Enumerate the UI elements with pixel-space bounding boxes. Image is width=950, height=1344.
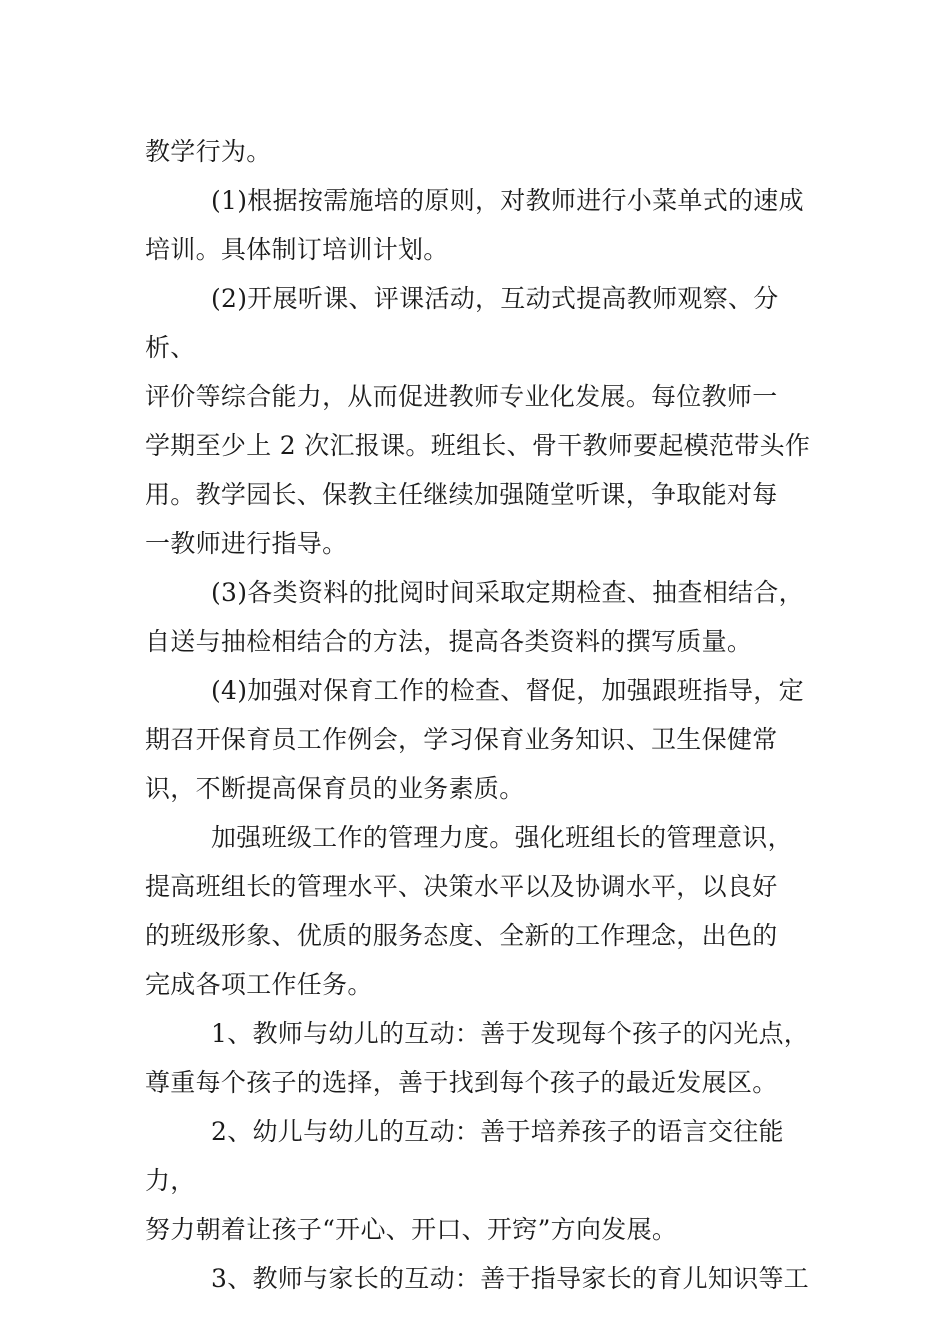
paragraph-interaction-2: 2、幼儿与幼儿的互动：善于培养孩子的语言交往能力， 努力朝着让孩子“开心、开口、开窍”方向发展。 [145,1117,784,1244]
document-body [145,127,815,1303]
paragraph-interaction-3: 3、教师与家长的互动：善于指导家长的育儿知识等工 [145,1264,810,1293]
paragraph-class-management: 加强班级工作的管理力度。强化班组长的管理意识， 提高班组长的管理水平、决策水平以及协调水平，以良好 的班级形象、优质的服务态度、全新的工作理念，出色的 完成各项工作任务。 [145,823,793,999]
paragraph-continuation: 教学行为。 [145,137,272,166]
paragraph-item-2: (2)开展听课、评课活动，互动式提高教师观察、分析、 评价等综合能力，从而促进教师专业化发展。每位教师一 学期至少上 2 次汇报课。班组长、骨干教师要起模范带头作 用。教学园长、保教主任继续加强随堂听课，争取能对每 一教师进行指导。 [145,284,811,558]
paragraph-interaction-1: 1、教师与幼儿的互动：善于发现每个孩子的闪光点， 尊重每个孩子的选择，善于找到每个孩子的最近发展区。 [145,1019,810,1097]
paragraph-item-1: (1)根据按需施培的原则，对教师进行小菜单式的速成 培训。具体制订培训计划。 [145,186,804,264]
paragraph-item-4: (4)加强对保育工作的检查、督促，加强跟班指导，定 期召开保育员工作例会，学习保育业务知识、卫生保健常 识，不断提高保育员的业务素质。 [145,676,804,803]
paragraph-item-3: (3)各类资料的批阅时间采取定期检查、抽查相结合， 自送与抽检相结合的方法，提高各类资料的撰写质量。 [145,578,804,656]
